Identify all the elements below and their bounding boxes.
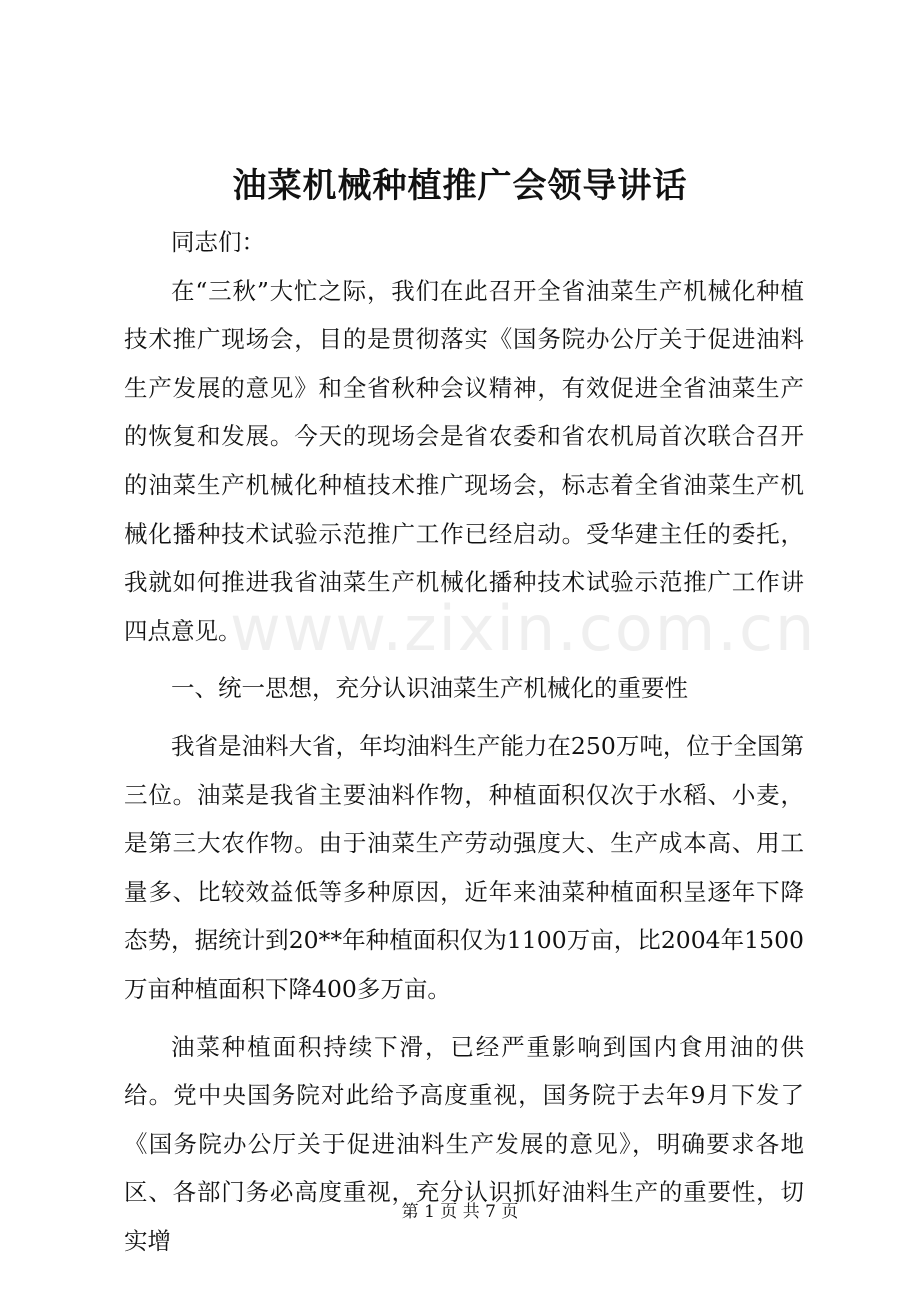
salutation-paragraph: 同志们： [171, 228, 265, 256]
page-footer: 第 1 页 共 7 页 [401, 1202, 519, 1222]
watermark: www.zixin.com.cn [230, 592, 817, 665]
document-title: 油菜机械种植推广会领导讲话 [232, 166, 688, 206]
document-body [124, 218, 817, 1265]
section-heading-1: 一、统一思想，充分认识油菜生产机械化的重要性 [171, 674, 688, 703]
body-paragraph-2: 油菜种植面积持续下滑，已经严重影响到国内食用油的供给。党中央国务院对此给予高度重视，国务院于去年9月下发了《国务院办公厅关于促进油料生产发展的意见》，明确要求各地区、各部门务必高度重视，充分认识抓好油料生产的重要性，切实增 [124, 1032, 804, 1255]
intro-paragraph: 在“三秋”大忙之际，我们在此召开全省油菜生产机械化种植技术推广现场会，目的是贯彻落实《国务院办公厅关于促进油料生产发展的意见》和全省秋种会议精神，有效促进全省油菜生产的恢复和发展。今天的现场会是省农委和省农机局首次联合召开的油菜生产机械化种植技术推广现场会，标志着全省油菜生产机械化播种技术试验示范推广工作已经启动。受华建主任的委托，我就如何推进我省油菜生产机械化播种技术试验示范推广工作讲四点意见。 [124, 276, 804, 645]
body-paragraph-1: 我省是油料大省，年均油料生产能力在250万吨，位于全国第三位。油菜是我省主要油料作物，种植面积仅次于水稻、小麦，是第三大农作物。由于油菜生产劳动强度大、生产成本高、用工量多、比较效益低等多种原因，近年来油菜种植面积呈逐年下降态势，据统计到20**年种植面积仅为1100万亩，比2004年1500万亩种植面积下降400多万亩。 [124, 731, 804, 1003]
